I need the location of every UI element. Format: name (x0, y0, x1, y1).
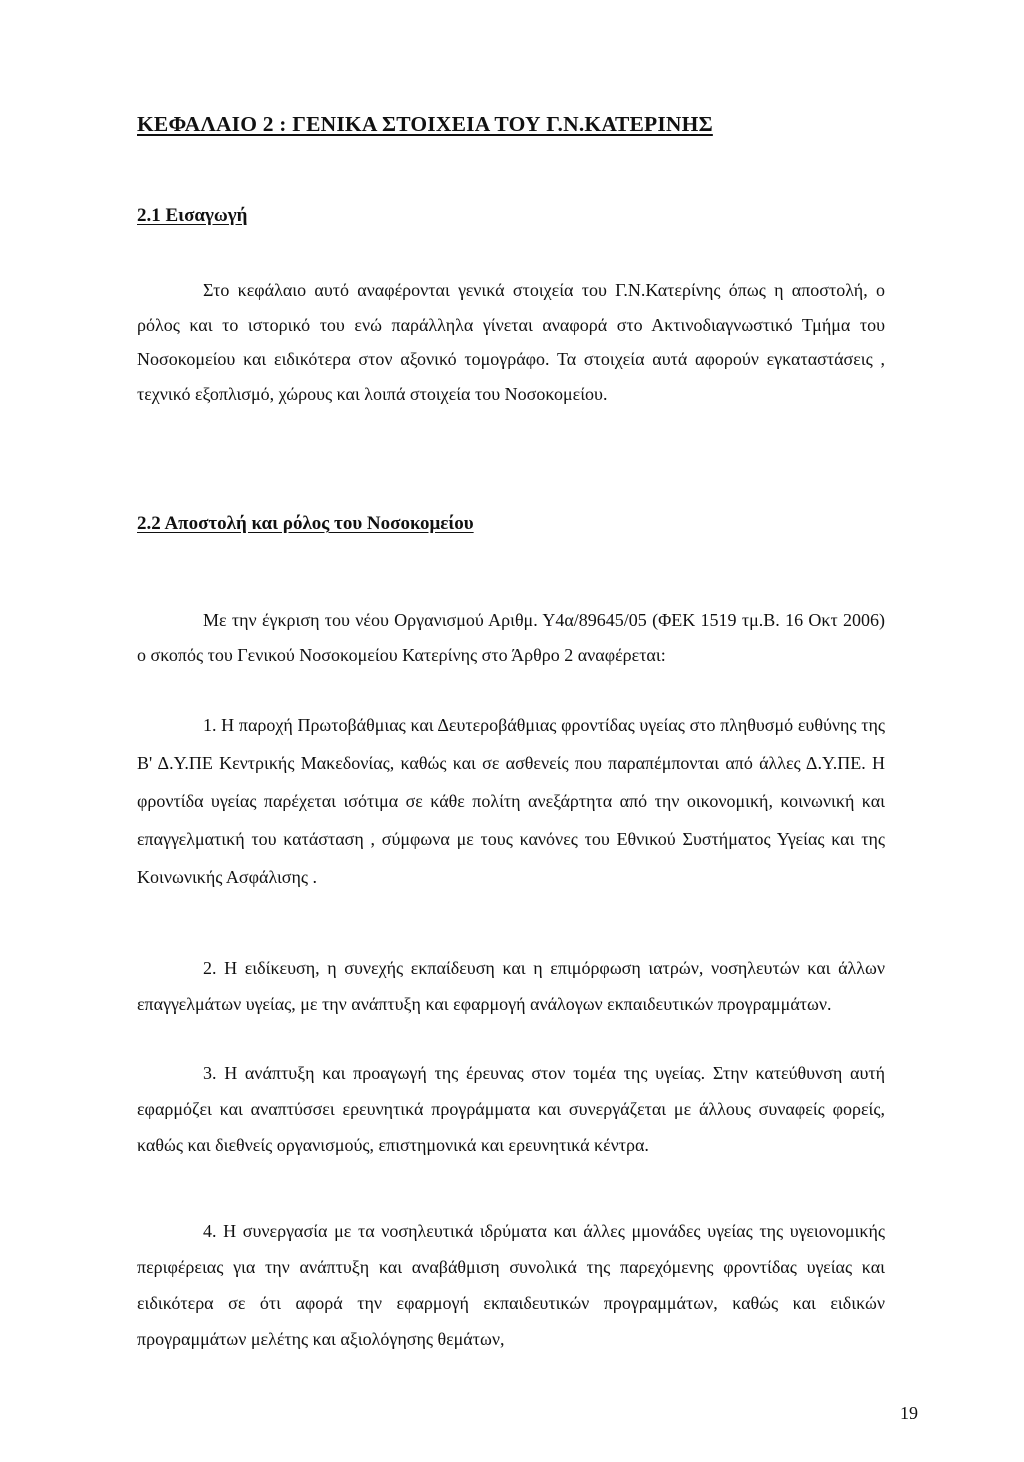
chapter-title: ΚΕΦΑΛΑΙΟ 2 : ΓΕΝΙΚΑ ΣΤΟΙΧΕΙΑ ΤΟΥ Γ.Ν.ΚΑΤΕΡΙΝΗΣ (137, 112, 713, 136)
introduction-paragraph: Στο κεφάλαιο αυτό αναφέρονται γενικά στοιχεία του Γ.Ν.Κατερίνης όπως η αποστολή, ο ρόλος και το ιστορικό του ενώ παράλληλα γίνεται αναφορά στο Ακτινοδιαγνωστικό Τμήμα του Νοσοκομείου και ειδικότερα στον αξονικό τομογράφο. Τα στοιχεία αυτά αφορούν εγκαταστάσεις , τεχνικό εξοπλισμό, χώρους και λοιπά στοιχεία του Νοσοκομείου. (137, 280, 885, 404)
mission-paragraph: Με την έγκριση του νέου Οργανισμού Αριθμ. Υ4α/89645/05 (ΦΕΚ 1519 τμ.Β. 16 Οκτ 2006) ο σκοπός του Γενικού Νοσοκομείου Κατερίνης στο Άρθρο 2 αναφέρεται: (137, 610, 885, 665)
page-number: 19 (900, 1403, 918, 1423)
list-item: 2. Η ειδίκευση, η συνεχής εκπαίδευση και η επιμόρφωση ιατρών, νοσηλευτών και άλλων επαγγελμάτων υγείας, με την ανάπτυξη και εφαρμογή ανάλογων εκπαιδευτικών προγραμμάτων. (137, 958, 885, 1014)
list-item: 3. Η ανάπτυξη και προαγωγή της έρευνας στον τομέα της υγείας. Στην κατεύθυνση αυτή εφαρμόζει και αναπτύσσει ερευνητικά προγράμματα και συνεργάζεται με άλλους συναφείς φορείς, καθώς και διεθνείς οργανισμούς, επιστημονικά και ερευνητικά κέντρα. (137, 1063, 885, 1155)
list-item: 1. Η παροχή Πρωτοβάθμιας και Δευτεροβάθμιας φροντίδας υγείας στο πληθυσμό ευθύνης της Β' Δ.Υ.ΠΕ Κεντρικής Μακεδονίας, καθώς και σε ασθενείς που παραπέμπονται από άλλες Δ.Υ.ΠΕ. Η φροντίδα υγείας παρέχεται ισότιμα σε κάθε πολίτη ανεξάρτητα από την οικονομική, κοινωνική και επαγγελματική του κατάσταση , σύμφωνα με τους κανόνες του Εθνικού Συστήματος Υγείας και της Κοινωνικής Ασφάλισης . (137, 715, 885, 887)
list-item: 4. Η συνεργασία με τα νοσηλευτικά ιδρύματα και άλλες μμονάδες υγείας της υγειονομικής περιφέρειας για την ανάπτυξη και αναβάθμιση συνολικά της παρεχόμενης φροντίδας υγείας και ειδικότερα σε ότι αφορά την εφαρμογή εκπαιδευτικών προγραμμάτων, καθώς και ειδικών προγραμμάτων μελέτης και αξιολόγησης θεμάτων, (137, 1221, 885, 1349)
section-heading-introduction: 2.1 Εισαγωγή (137, 205, 248, 226)
section-heading-mission: 2.2 Αποστολή και ρόλος του Νοσοκομείου (137, 513, 474, 534)
